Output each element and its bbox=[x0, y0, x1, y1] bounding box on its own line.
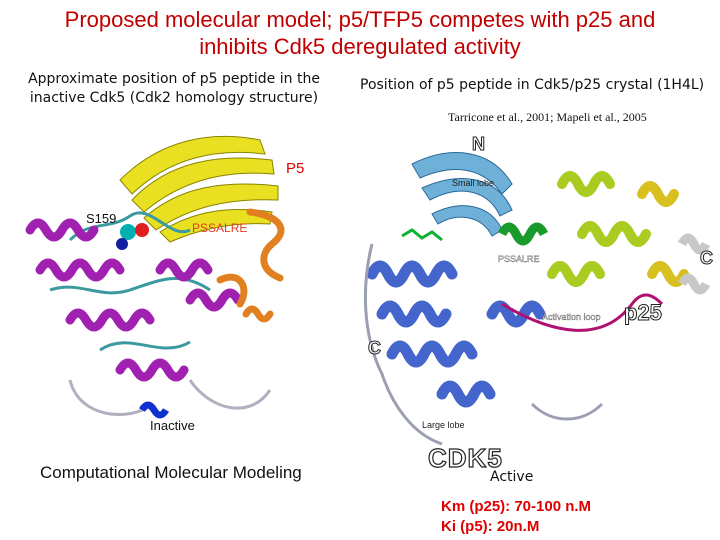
p5-label: P5 bbox=[286, 160, 305, 177]
active-structure-image bbox=[352, 124, 720, 464]
computational-modeling-label: Computational Molecular Modeling bbox=[40, 463, 302, 482]
citation: Tarricone et al., 2001; Mapeli et al., 2005 bbox=[448, 110, 647, 124]
km-value: Km (p25): 70-100 n.M bbox=[441, 498, 592, 515]
c-terminus-right-label: C bbox=[700, 248, 713, 268]
small-lobe-label: Small lobe bbox=[452, 178, 495, 188]
active-cdk5-p25-structure bbox=[352, 124, 720, 464]
ki-value: Ki (p5): 20n.M bbox=[441, 518, 540, 535]
cdk5-label: CDK5 bbox=[428, 443, 503, 473]
title-line-2: inhibits Cdk5 deregulated activity bbox=[199, 34, 521, 59]
inactive-label: Inactive bbox=[150, 418, 195, 433]
large-lobe-label: Large lobe bbox=[422, 420, 465, 430]
right-caption: Position of p5 peptide in Cdk5/p25 crystal (1H4L) bbox=[360, 77, 705, 93]
title-line-1: Proposed molecular model; p5/TFP5 competes with p25 and bbox=[64, 7, 656, 32]
active-label: Active bbox=[490, 469, 534, 485]
pssalre-right-label: PSSALRE bbox=[498, 254, 540, 264]
n-terminus-label: N bbox=[472, 134, 485, 154]
p25-label: p25 bbox=[624, 300, 662, 325]
left-caption: Approximate position of p5 peptide in the inactive Cdk5 (Cdk2 homology structure) bbox=[28, 71, 320, 106]
pssalre-label: PSSALRE bbox=[192, 221, 248, 235]
s159-label: S159 bbox=[86, 211, 117, 226]
slide-title bbox=[0, 6, 720, 60]
inactive-cdk5-structure bbox=[10, 120, 342, 440]
activation-loop-label: Activation loop bbox=[542, 312, 601, 322]
c-terminus-bottom-label: C bbox=[368, 338, 381, 358]
